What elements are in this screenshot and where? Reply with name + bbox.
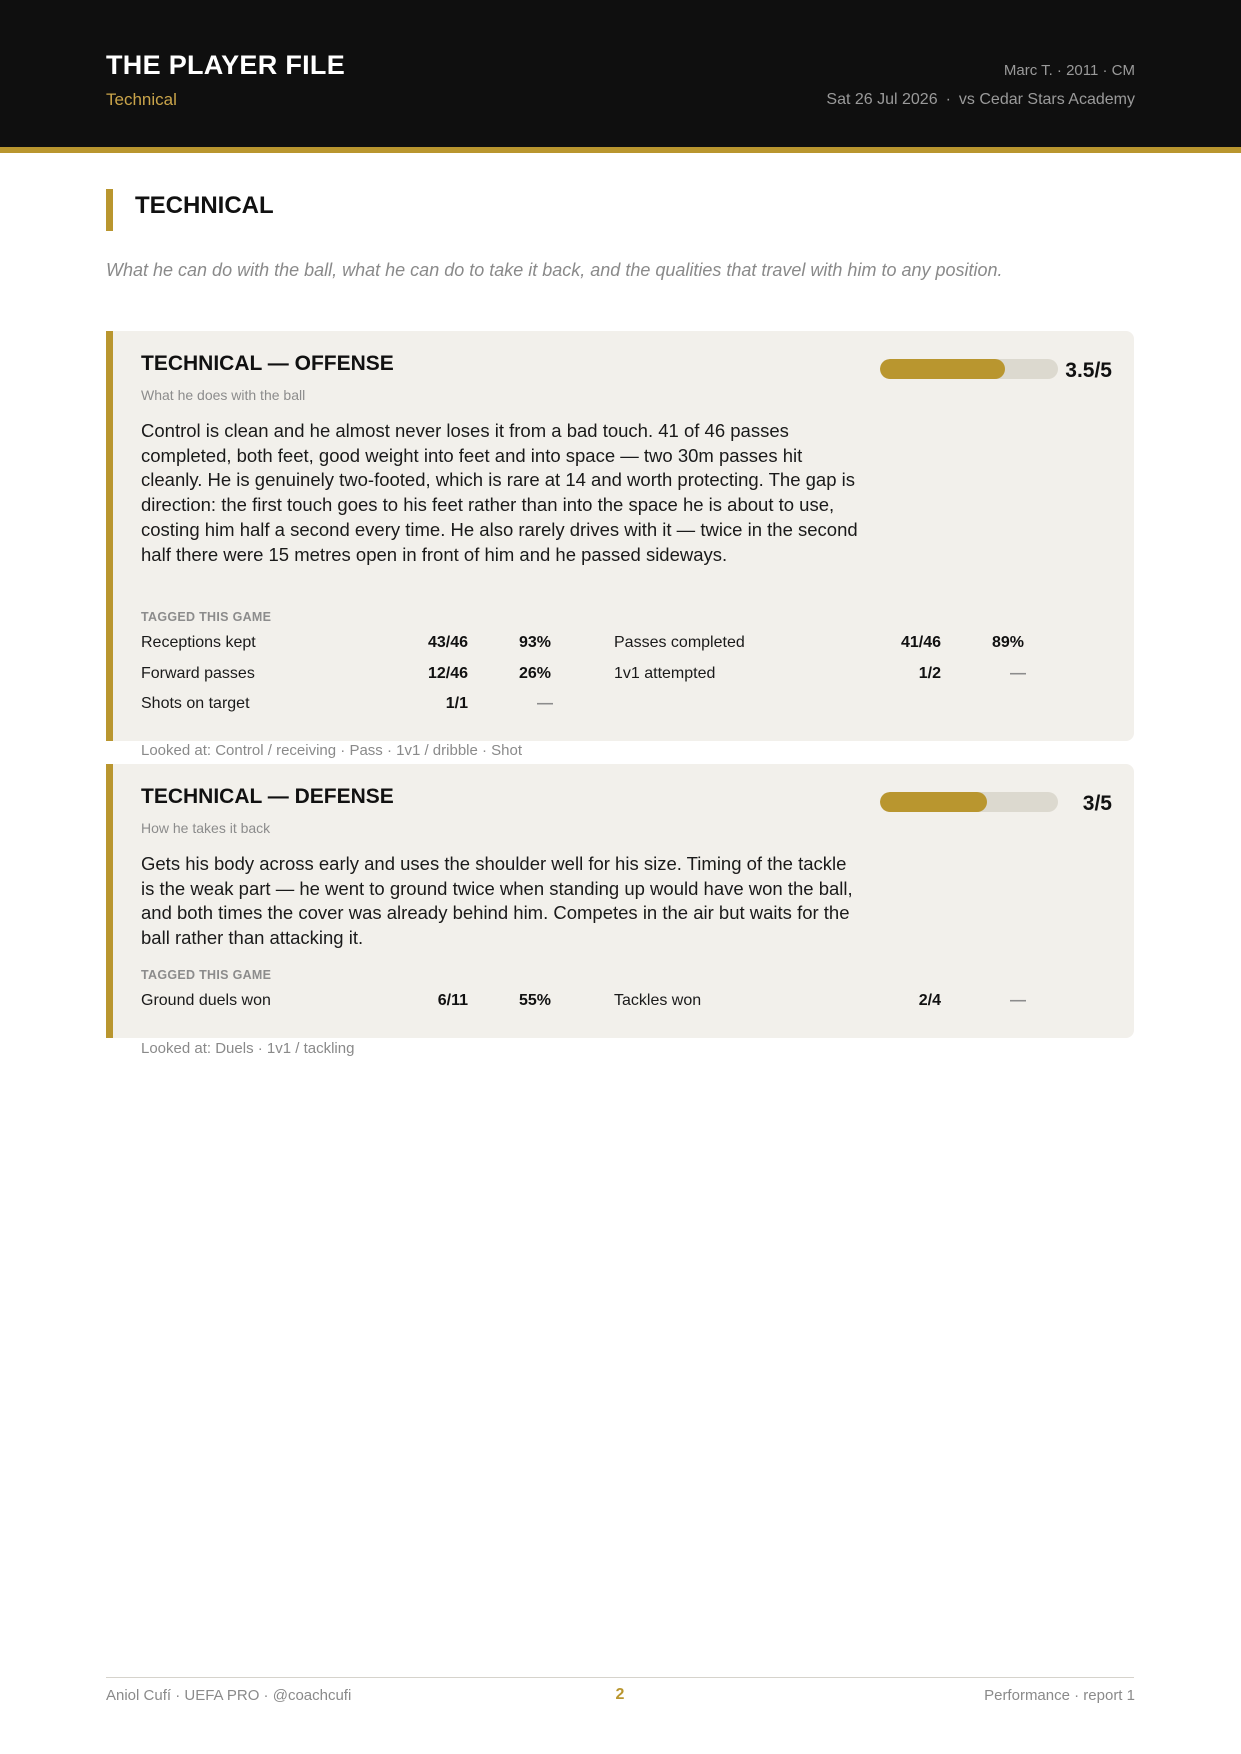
stat-value: 6/11 [437, 992, 468, 1009]
report-title: THE PLAYER FILE [106, 50, 346, 80]
stat-percent: 89% [991, 634, 1024, 651]
stat-value: 12/46 [427, 665, 468, 682]
stat-label: 1v1 attempted [614, 665, 716, 682]
offense-score: 3.5/5 [1065, 359, 1112, 382]
defense-subtitle: How he takes it back [141, 820, 271, 836]
section-intro: What he can do with the ball, what he can do to take it back, and the qualities that travel with him to any position. [106, 260, 1003, 280]
offense-looked-at: Looked at: Control / receiving · Pass · 1v1 / dribble · Shot [141, 742, 523, 759]
stat-percent-empty: — [1010, 665, 1026, 682]
stat-value: 1/2 [918, 665, 941, 682]
defense-score: 3/5 [1082, 792, 1112, 815]
offense-tag-label: TAGGED THIS GAME [141, 610, 272, 624]
footer-report-info: Performance · report 1 [984, 1687, 1135, 1704]
defense-tag-label: TAGGED THIS GAME [141, 968, 272, 982]
defense-rating-bar [880, 792, 1058, 812]
stat-value: 2/4 [918, 992, 941, 1009]
stat-label: Shots on target [141, 695, 250, 712]
offense-subtitle: What he does with the ball [141, 387, 306, 403]
match-info [826, 91, 1135, 109]
defense-rating-fill [880, 792, 987, 812]
page-header [0, 0, 1241, 153]
stat-percent-empty: — [537, 695, 553, 712]
stat-row [141, 665, 581, 689]
match-opponent: vs Cedar Stars Academy [958, 91, 1135, 108]
stat-row [614, 634, 1054, 658]
footer-author: Aniol Cufí · UEFA PRO · @coachcufi [106, 1687, 352, 1704]
stat-label: Forward passes [141, 665, 255, 682]
player-info: Marc T. · 2011 · CM [1003, 62, 1135, 79]
stat-row [141, 634, 581, 658]
stat-value: 43/46 [427, 634, 468, 651]
stat-percent: 93% [518, 634, 551, 651]
page-number: 2 [615, 1686, 625, 1703]
stat-row [614, 992, 1054, 1016]
stat-percent: 26% [518, 665, 551, 682]
stat-label: Ground duels won [141, 992, 271, 1009]
stat-label: Passes completed [614, 634, 745, 651]
stat-value: 1/1 [445, 695, 468, 712]
defense-notes: Gets his body across early and uses the shoulder well for his size. Timing of the tackle is the weak part — he went to ground twice when standing up would have won the ball, and both times the cover was already behind him. Competes in the air but waits for the ball rather than attacking it. [141, 853, 853, 949]
stat-row [141, 695, 581, 719]
offense-notes: Control is clean and he almost never loses it from a bad touch. 41 of 46 passes completed, both feet, good weight into feet and into space — two 30m passes hit cleanly. He is genuinely two-footed, which is rare at 14 and worth protecting. The gap is direction: the first touch goes to his feet rather than into the space he is about to use, costing him half a second every time. He also rarely drives with it — twice in the second half there were 15 metres open in front of him and he passed sideways. [141, 420, 858, 565]
match-separator: · [945, 91, 951, 108]
stat-percent: 55% [518, 992, 551, 1009]
offense-rating-fill [880, 359, 1005, 379]
stat-row [614, 665, 1054, 689]
stat-label: Receptions kept [141, 634, 256, 651]
section-title: TECHNICAL [135, 192, 274, 219]
stat-value: 41/46 [900, 634, 941, 651]
defense-card [106, 764, 1134, 1038]
defense-title: TECHNICAL — DEFENSE [141, 785, 394, 808]
offense-rating-bar [880, 359, 1058, 379]
offense-title: TECHNICAL — OFFENSE [141, 352, 394, 375]
footer-divider [106, 1677, 1134, 1678]
stat-percent-empty: — [1010, 992, 1026, 1009]
offense-card [106, 331, 1134, 741]
stat-row [141, 992, 581, 1016]
section-accent-bar [106, 189, 113, 231]
stat-label: Tackles won [614, 992, 702, 1009]
match-date: Sat 26 Jul 2026 [826, 91, 938, 108]
defense-looked-at: Looked at: Duels · 1v1 / tackling [141, 1040, 355, 1057]
report-subtitle: Technical [106, 90, 177, 109]
